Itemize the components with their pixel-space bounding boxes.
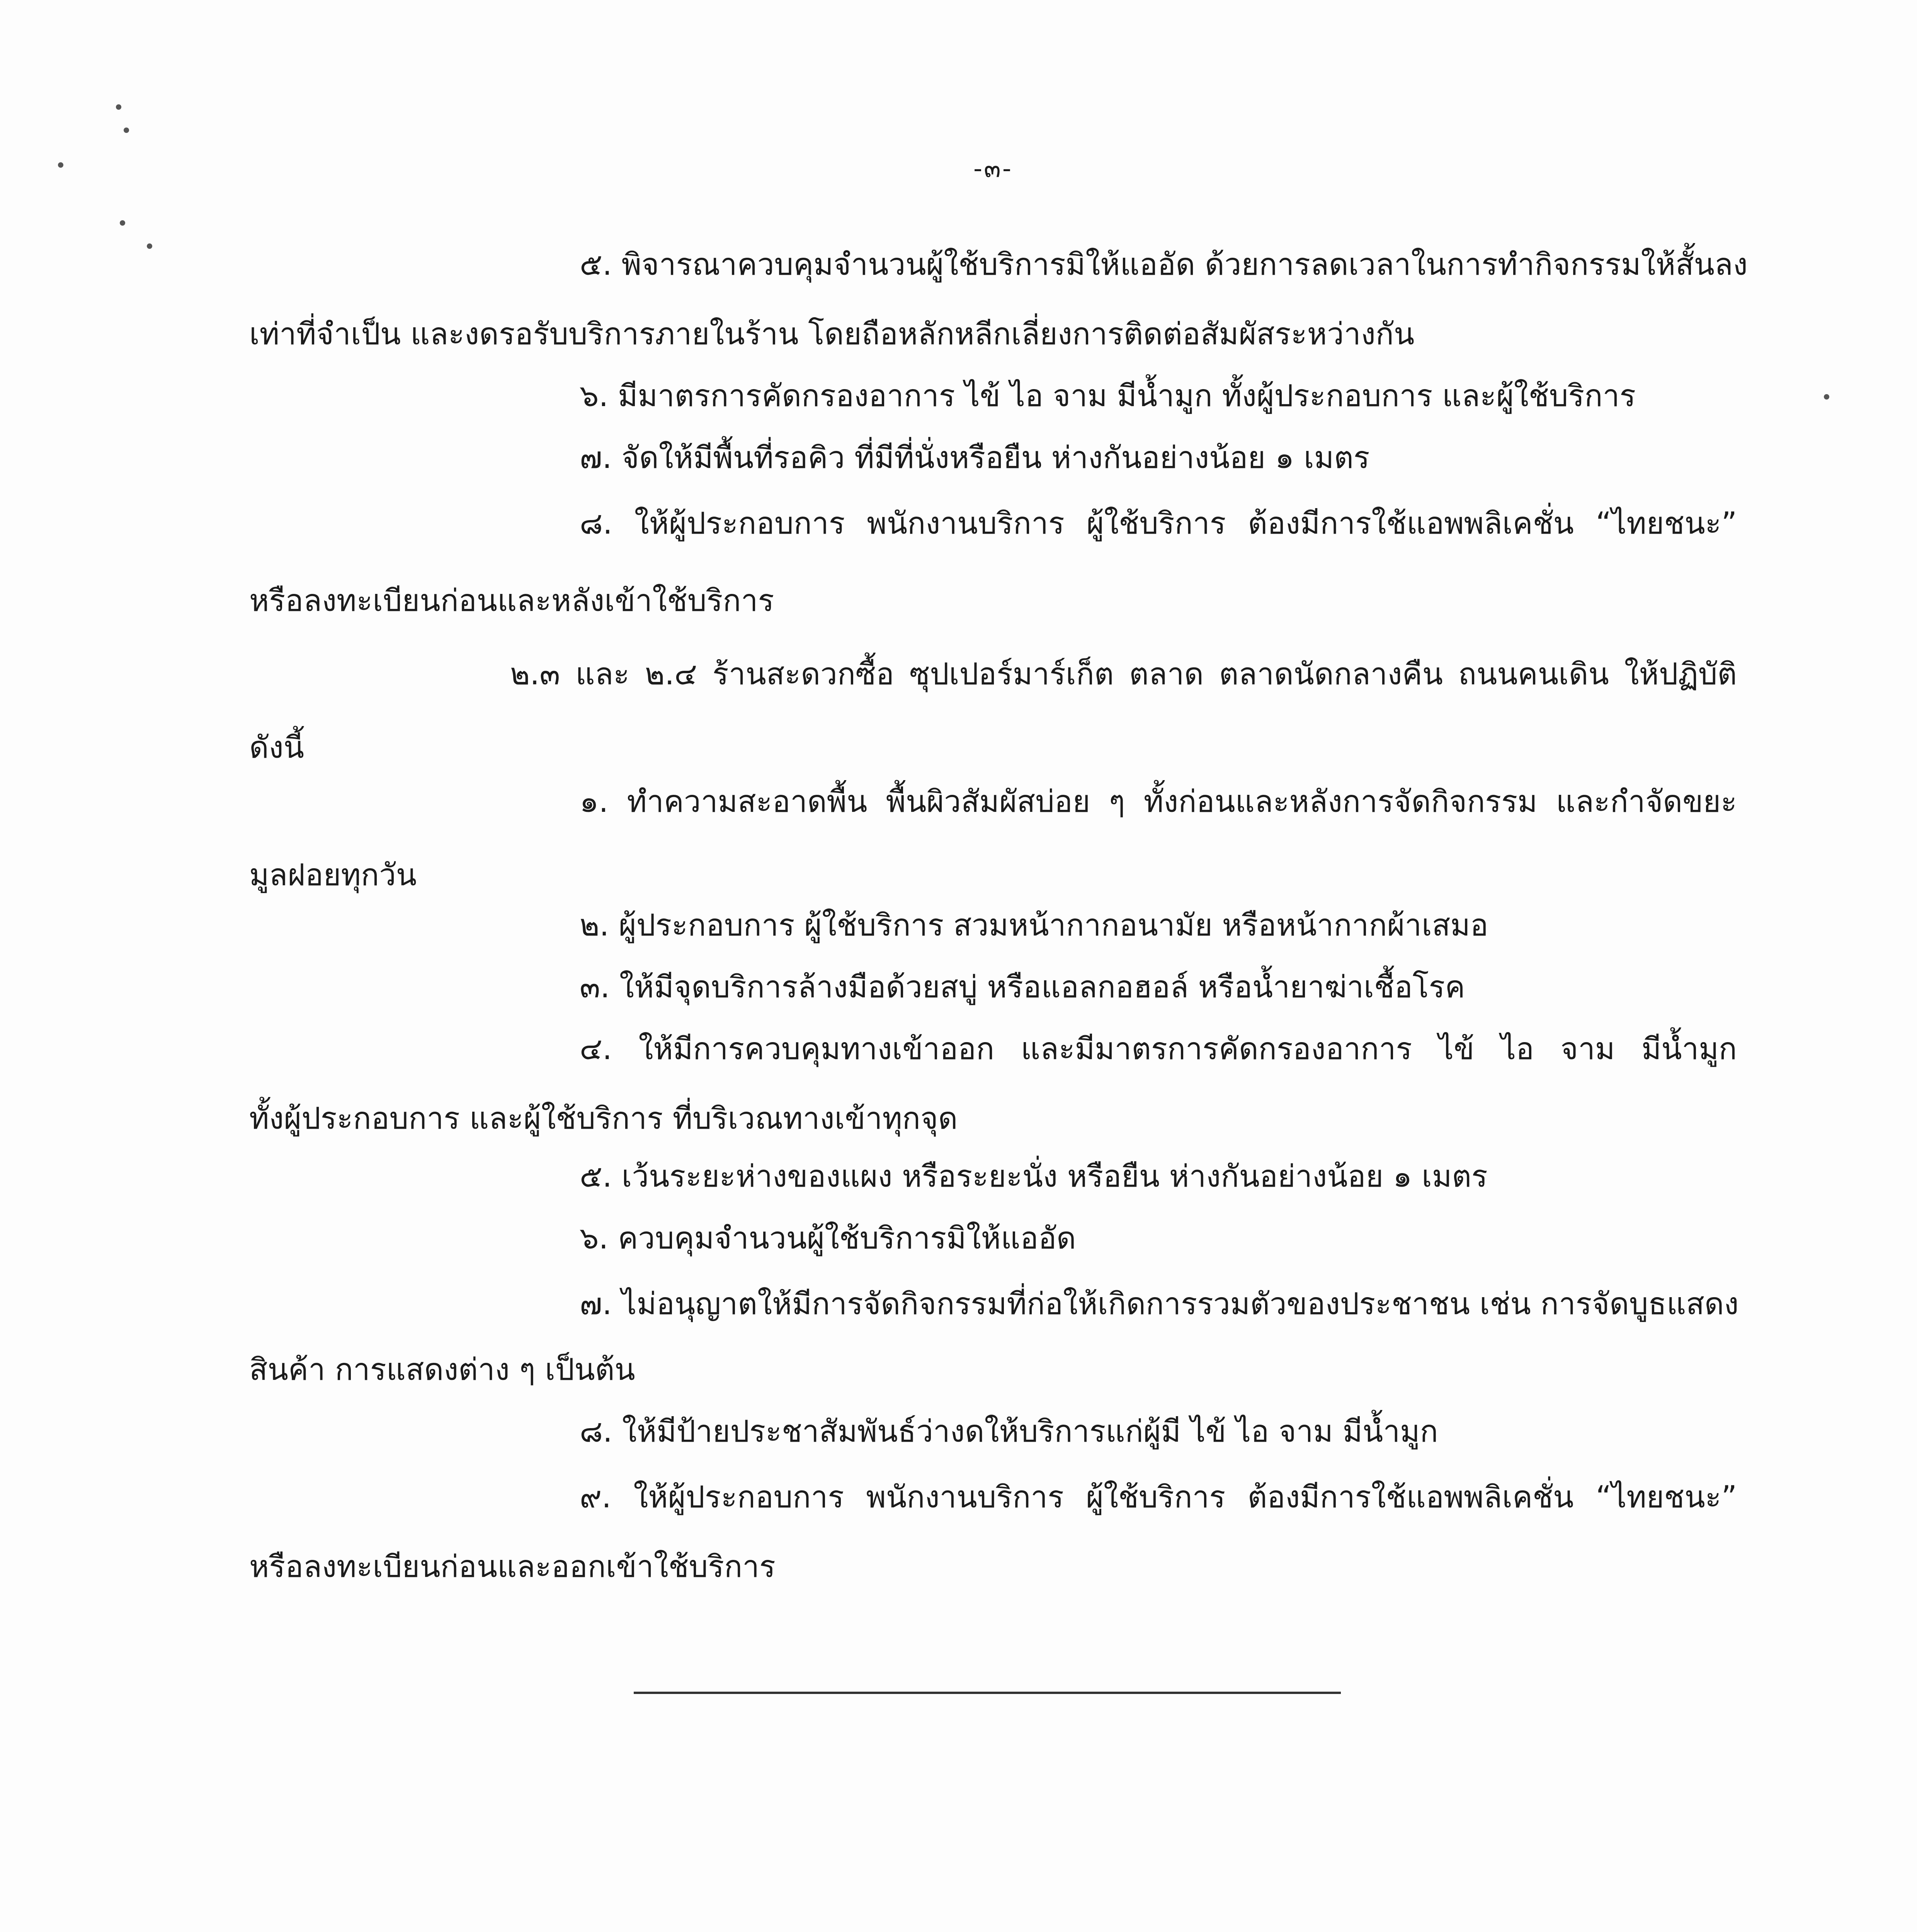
item-7: ๗. จัดให้มีพื้นที่รอคิว ที่มีที่นั่งหรือยืน ห่างกันอย่างน้อย ๑ เมตร: [580, 440, 1370, 475]
section-item-1-line-2: มูลฝอยทุกวัน: [249, 858, 417, 893]
scan-speck: [58, 162, 63, 168]
section-item-9-line-1: ๙. ให้ผู้ประกอบการ พนักงานบริการ ผู้ใช้บริการ ต้องมีการใช้แอพพลิเคชั่น “ไทยชนะ”: [580, 1480, 1737, 1515]
section-item-1-line-1: ๑. ทำความสะอาดพื้น พื้นผิวสัมผัสบ่อย ๆ ทั้งก่อนและหลังการจัดกิจกรรม และกำจัดขยะ: [580, 784, 1737, 819]
section-item-2: ๒. ผู้ประกอบการ ผู้ใช้บริการ สวมหน้ากากอนามัย หรือหน้ากากผ้าเสมอ: [580, 908, 1488, 943]
section-heading-line-2: ดังนี้: [249, 730, 304, 765]
section-item-8: ๘. ให้มีป้ายประชาสัมพันธ์ว่างดให้บริการแก่ผู้มี ไข้ ไอ จาม มีน้ำมูก: [580, 1414, 1438, 1449]
scan-speck: [1824, 394, 1829, 400]
scan-speck: [116, 104, 121, 110]
section-item-4-line-2: ทั้งผู้ประกอบการ และผู้ใช้บริการ ที่บริเวณทางเข้าทุกจุด: [249, 1101, 958, 1136]
section-item-5: ๕. เว้นระยะห่างของแผง หรือระยะนั่ง หรือยืน ห่างกันอย่างน้อย ๑ เมตร: [580, 1159, 1488, 1194]
section-item-3: ๓. ให้มีจุดบริการล้างมือด้วยสบู่ หรือแอลกอฮอล์ หรือน้ำยาฆ่าเชื้อโรค: [580, 970, 1465, 1005]
scan-speck: [120, 220, 125, 226]
section-item-7-line-2: สินค้า การแสดงต่าง ๆ เป็นต้น: [249, 1352, 635, 1387]
end-separator-line: [634, 1692, 1341, 1694]
page-number: -๓-: [973, 155, 1013, 183]
scan-speck: [124, 128, 129, 133]
section-item-6: ๖. ควบคุมจำนวนผู้ใช้บริการมิให้แออัด: [580, 1221, 1076, 1256]
section-item-7-line-1: ๗. ไม่อนุญาตให้มีการจัดกิจกรรมที่ก่อให้เกิดการรวมตัวของประชาชน เช่น การจัดบูธแสดง: [580, 1287, 1739, 1321]
section-item-4-line-1: ๔. ให้มีการควบคุมทางเข้าออก และมีมาตรการคัดกรองอาการ ไข้ ไอ จาม มีน้ำมูก: [580, 1032, 1737, 1066]
item-8-line-1: ๘. ให้ผู้ประกอบการ พนักงานบริการ ผู้ใช้บริการ ต้องมีการใช้แอพพลิเคชั่น “ไทยชนะ”: [580, 506, 1737, 541]
item-6: ๖. มีมาตรการคัดกรองอาการ ไข้ ไอ จาม มีน้ำมูก ทั้งผู้ประกอบการ และผู้ใช้บริการ: [580, 379, 1636, 413]
scan-speck: [147, 243, 152, 249]
section-heading-line-1: ๒.๓ และ ๒.๔ ร้านสะดวกซื้อ ซุปเปอร์มาร์เก็ต ตลาด ตลาดนัดกลางคืน ถนนคนเดิน ให้ปฏิบัติ: [510, 657, 1737, 692]
section-item-9-line-2: หรือลงทะเบียนก่อนและออกเข้าใช้บริการ: [249, 1549, 776, 1584]
item-5-line-1: ๕. พิจารณาควบคุมจำนวนผู้ใช้บริการมิให้แออัด ด้วยการลดเวลาในการทำกิจกรรมให้สั้นลง: [580, 247, 1748, 282]
item-8-line-2: หรือลงทะเบียนก่อนและหลังเข้าใช้บริการ: [249, 583, 774, 618]
item-5-line-2: เท่าที่จำเป็น และงดรอรับบริการภายในร้าน โดยถือหลักหลีกเลี่ยงการติดต่อสัมผัสระหว่างกัน: [249, 317, 1415, 352]
